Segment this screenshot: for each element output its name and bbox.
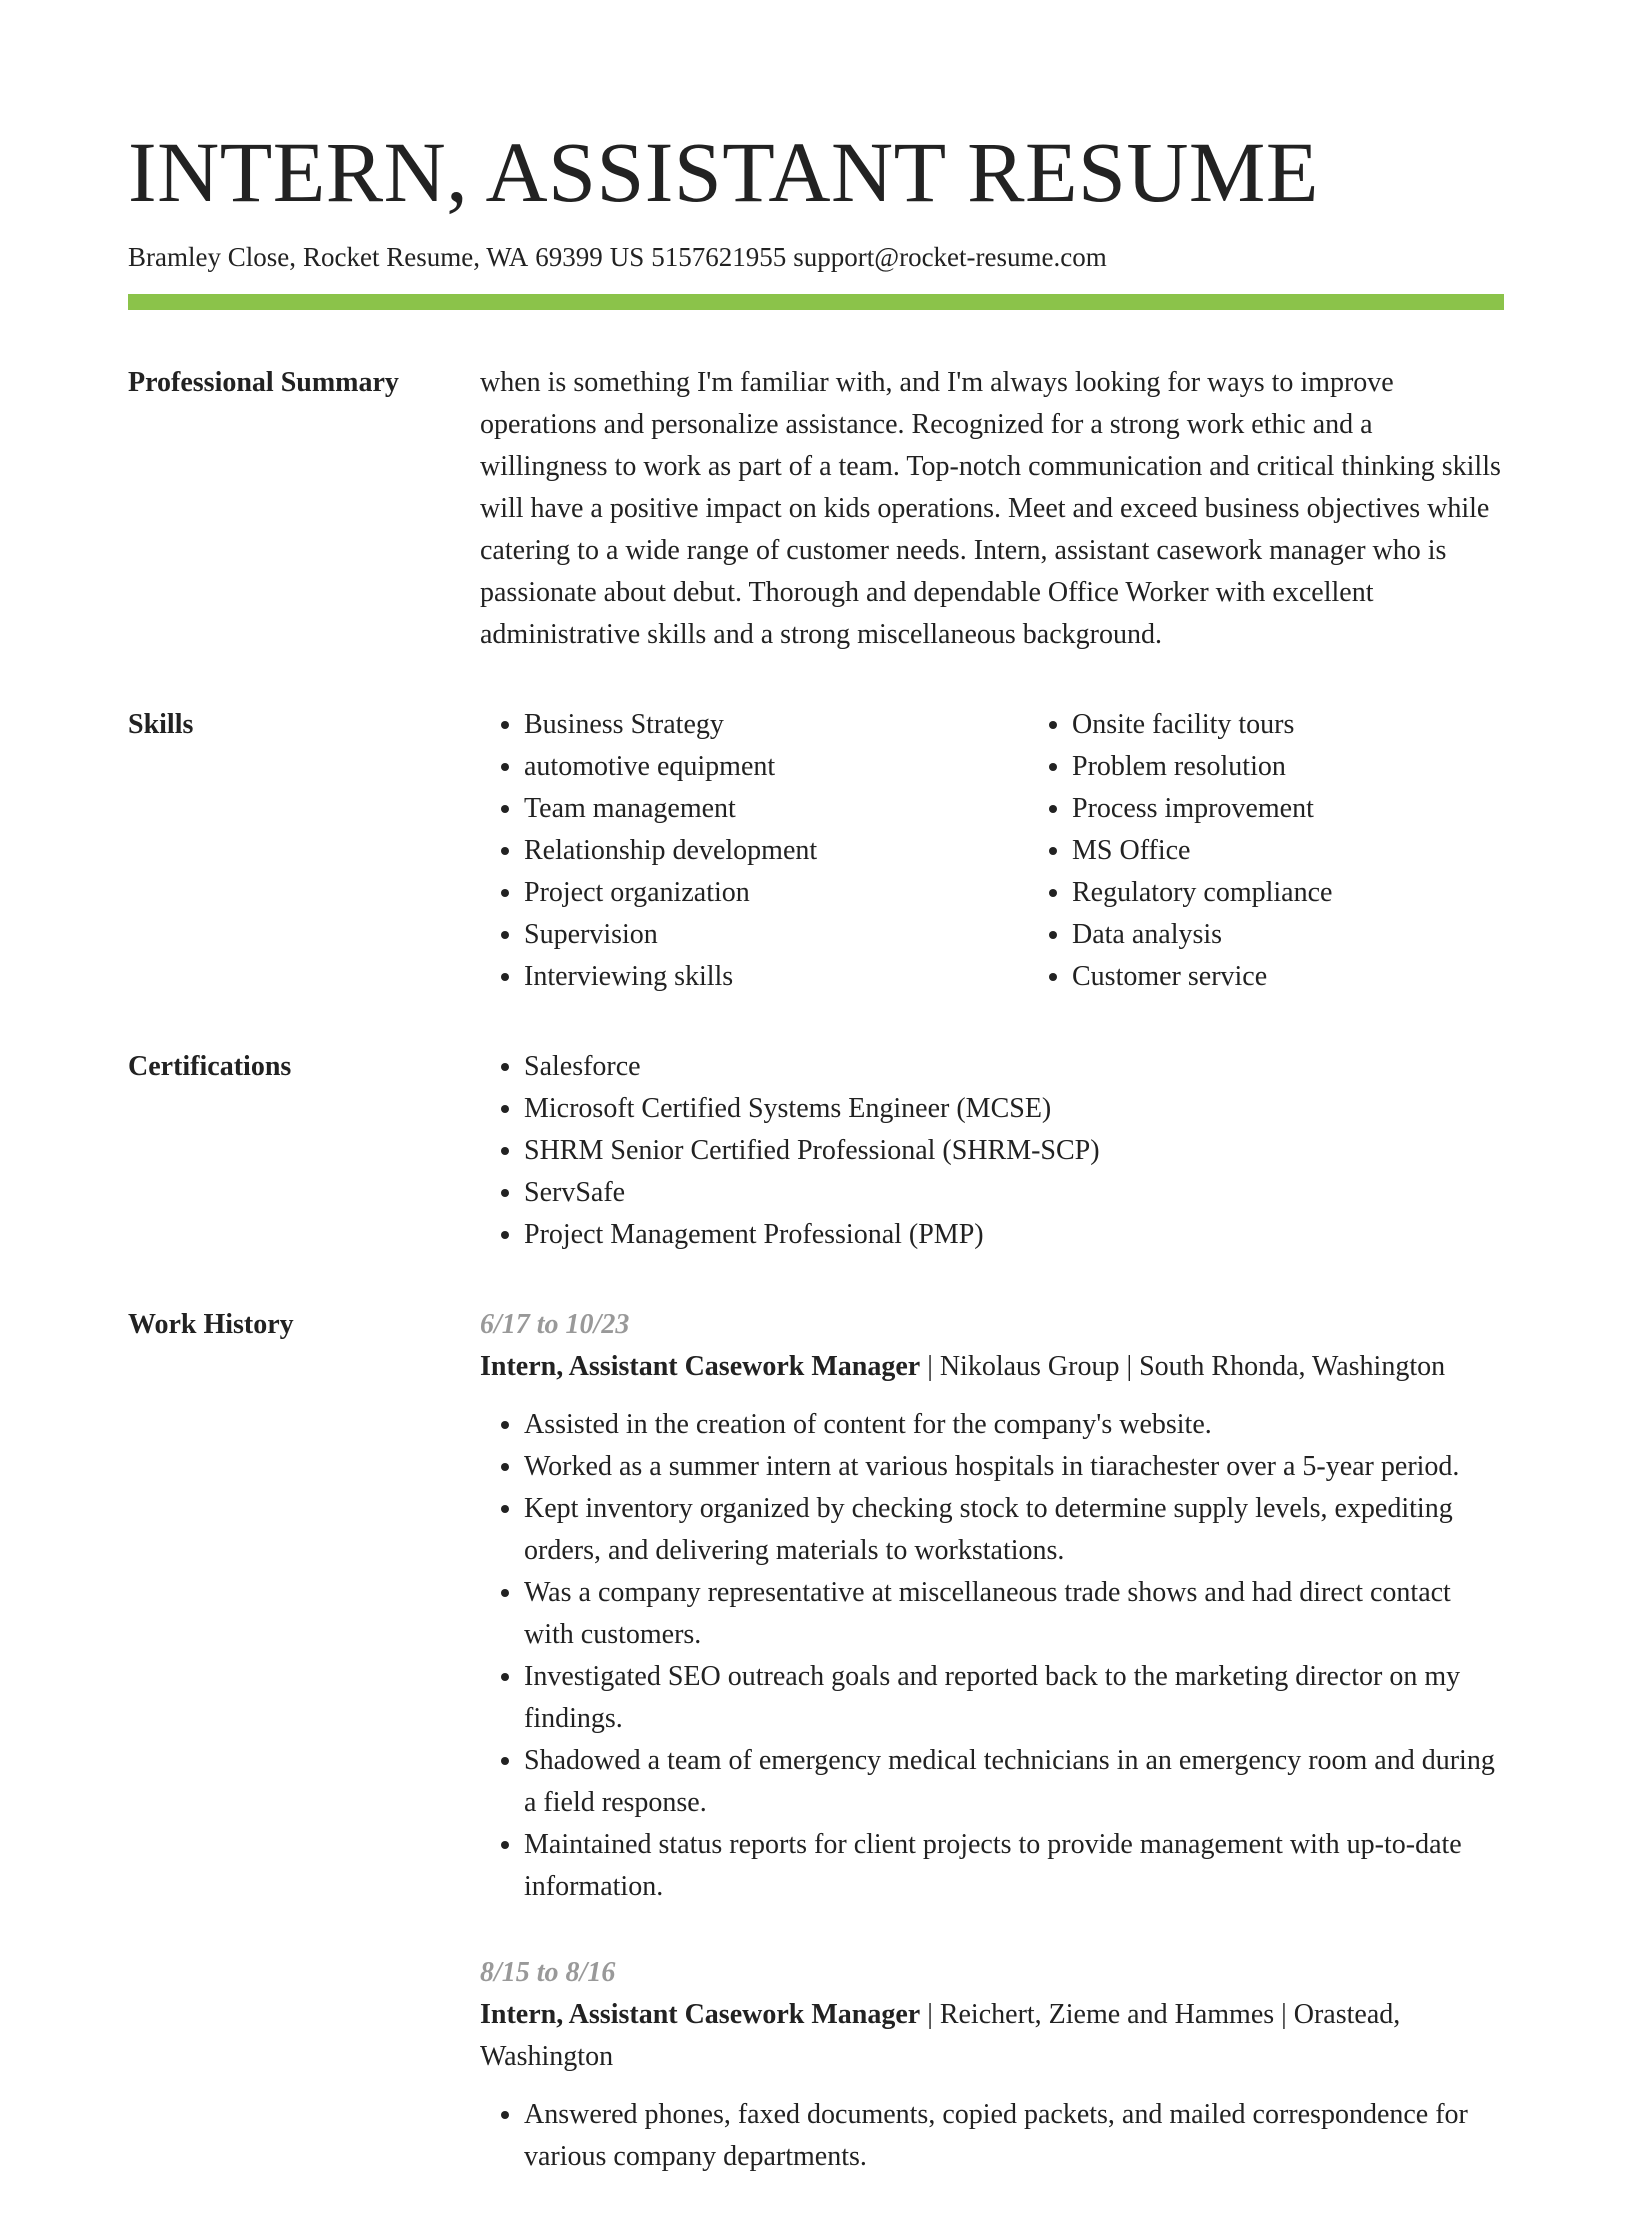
- job-bullet: • Answered phones, faxed documents, copied packets, and mailed correspondence for various company departments.: [524, 2094, 1504, 2178]
- job-bullet: • Investigated SEO outreach goals and reported back to the marketing director on my findings.: [524, 1656, 1504, 1740]
- certifications-section: [128, 1046, 1504, 1256]
- section-title-summary: Professional Summary: [128, 367, 399, 398]
- contact-street: Bramley Close,: [128, 242, 296, 272]
- job-heading: [480, 1994, 1504, 2078]
- section-title-certifications: Certifications: [128, 1051, 292, 1082]
- skill-item: • Customer service: [1072, 956, 1576, 998]
- skill-item: • automotive equipment: [524, 746, 1028, 788]
- job-entry: [480, 1304, 1504, 1908]
- work-history-section: [128, 1304, 1504, 2222]
- job-bullet: • Kept inventory organized by checking stock to determine supply levels, expediting orders, and delivering materials to workstations.: [524, 1488, 1504, 1572]
- job-dates: 8/15 to 8/16: [480, 1957, 616, 1988]
- certification-item: • ServSafe: [524, 1172, 1504, 1214]
- resume-name: INTERN, ASSISTANT RESUME: [128, 124, 1319, 220]
- job-employer: | Nikolaus Group | South Rhonda, Washington: [920, 1351, 1446, 1382]
- job-title: Intern, Assistant Casework Manager: [480, 1351, 921, 1382]
- skill-item: • Relationship development: [524, 830, 1028, 872]
- skills-list-left: [480, 704, 1028, 998]
- certification-item: • Salesforce: [524, 1046, 1504, 1088]
- section-title-skills: Skills: [128, 709, 194, 740]
- job-dates: 6/17 to 10/23: [480, 1309, 630, 1340]
- contact-city: Rocket Resume, WA: [302, 242, 529, 272]
- certification-item: • Microsoft Certified Systems Engineer (MCSE): [524, 1088, 1504, 1130]
- job-bullet: • Was a company representative at miscellaneous trade shows and had direct contact with customers.: [524, 1572, 1504, 1656]
- skill-item: • Supervision: [524, 914, 1028, 956]
- job-entry: [480, 1952, 1504, 2178]
- skill-item: • Onsite facility tours: [1072, 704, 1576, 746]
- contact-line: [128, 238, 1504, 276]
- job-bullet: • Maintained status reports for client projects to provide management with up-to-date information.: [524, 1824, 1504, 1908]
- job-title: Intern, Assistant Casework Manager: [480, 1999, 921, 2030]
- skill-item: • MS Office: [1072, 830, 1576, 872]
- skill-item: • Problem resolution: [1072, 746, 1576, 788]
- job-bullet: • Assisted in the creation of content for the company's website.: [524, 1404, 1504, 1446]
- contact-email: support@rocket-resume.com: [793, 242, 1107, 272]
- job-bullet: • Shadowed a team of emergency medical technicians in an emergency room and during a field response.: [524, 1740, 1504, 1824]
- accent-divider: [128, 294, 1504, 310]
- resume-page: [128, 0, 1504, 2222]
- contact-zip: 69399: [535, 242, 603, 272]
- job-heading: [480, 1346, 1504, 1388]
- job-bullets: [480, 1404, 1504, 1908]
- job-employer: | Reichert, Zieme and Hammes | Orastead, Washington: [480, 1999, 1401, 2072]
- skill-item: • Data analysis: [1072, 914, 1576, 956]
- skill-item: • Regulatory compliance: [1072, 872, 1576, 914]
- skill-item: • Business Strategy: [524, 704, 1028, 746]
- job-bullet: • Worked as a summer intern at various hospitals in tiarachester over a 5-year period.: [524, 1446, 1504, 1488]
- certifications-list: [480, 1046, 1504, 1256]
- skills-section: [128, 704, 1504, 998]
- summary-section: [128, 362, 1504, 656]
- job-bullets: [480, 2094, 1504, 2178]
- skills-list-right: [1028, 704, 1576, 998]
- skill-item: • Interviewing skills: [524, 956, 1028, 998]
- summary-text: when is something I'm familiar with, and I'm always looking for ways to improve operations and personalize assistance. Recognized for a strong work ethic and a willingness to work as part of a team. Top-notch communication and critical thinking skills will have a positive impact on kids operations. Meet and exceed business objectives while catering to a wide range of customer needs. Intern, assistant casework manager who is passionate about debut. Thorough and dependable Office Worker with excellent administrative skills and a strong miscellaneous background.: [480, 367, 1501, 650]
- certification-item: • Project Management Professional (PMP): [524, 1214, 1504, 1256]
- contact-phone: 5157621955: [651, 242, 787, 272]
- certification-item: • SHRM Senior Certified Professional (SHRM-SCP): [524, 1130, 1504, 1172]
- skill-item: • Team management: [524, 788, 1028, 830]
- contact-country: US: [609, 242, 645, 272]
- section-title-work-history: Work History: [128, 1309, 294, 1340]
- skill-item: • Project organization: [524, 872, 1028, 914]
- skill-item: • Process improvement: [1072, 788, 1576, 830]
